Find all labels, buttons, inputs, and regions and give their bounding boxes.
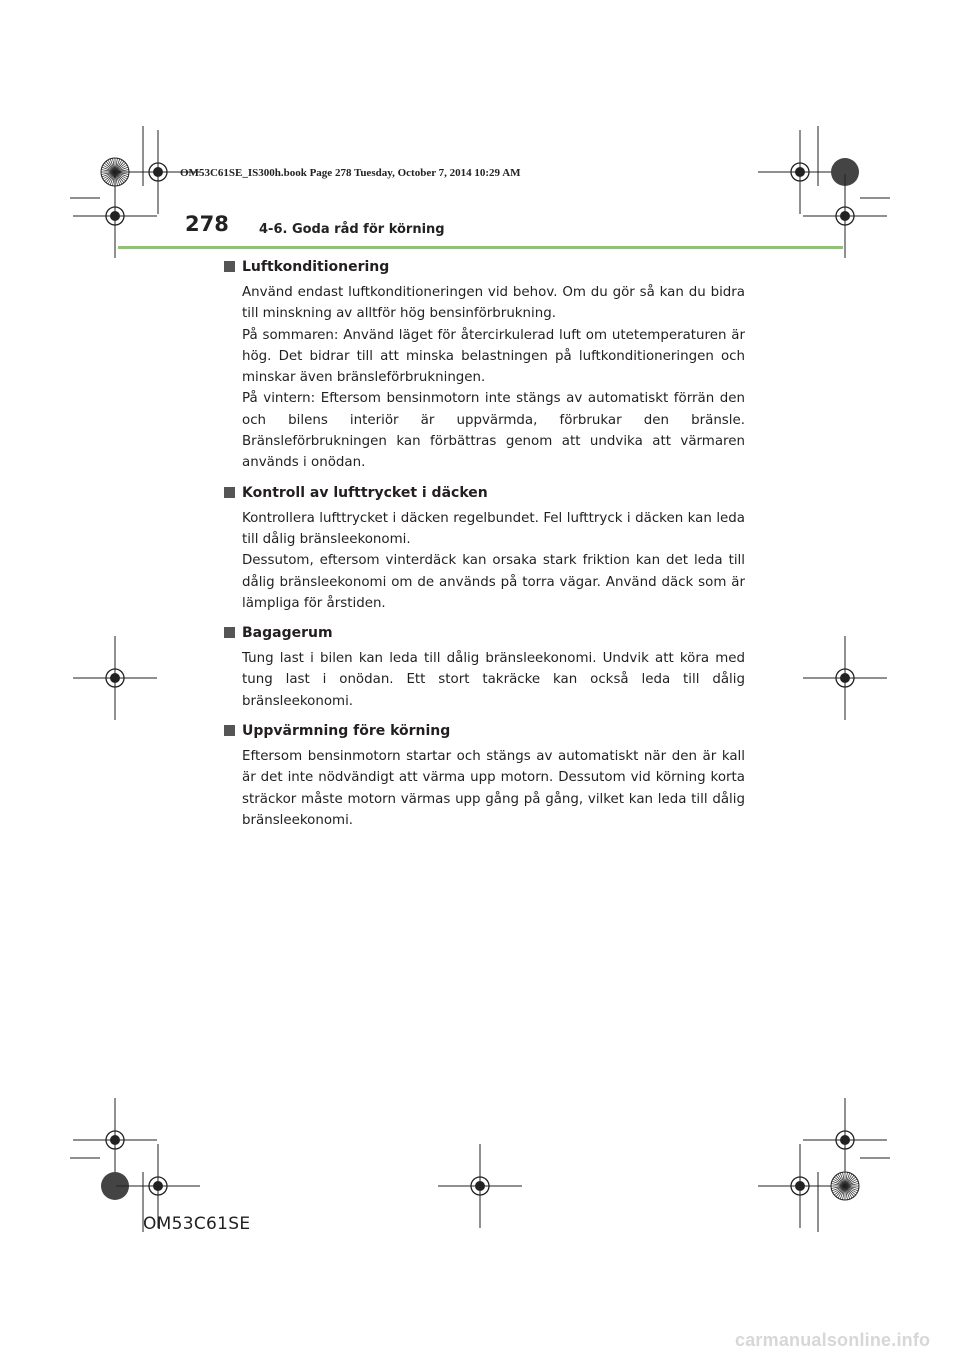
item-title-text: Uppvärmning före körning [242, 723, 451, 740]
item-title-text: Kontroll av lufttrycket i däcken [242, 484, 488, 501]
registration-mark-icon [73, 636, 157, 720]
item-title-text: Luftkonditionering [242, 259, 390, 275]
registration-mark-icon [758, 1144, 842, 1228]
registration-mark-icon [803, 1098, 887, 1182]
paragraph: Använd endast luftkonditioneringen vid behov. Om du gör så kan du bidra till minskning av alltför hög bensinförbrukning. [242, 285, 745, 322]
item-tire-pressure [224, 483, 745, 614]
item-body [242, 648, 745, 712]
registration-mark-icon [803, 636, 887, 720]
item-body [242, 508, 745, 614]
paragraph: På vintern: Eftersom bensinmotorn inte stängs av automatiskt förrän den och bilens interiör är uppvärmda, förbrukar den bränsle. Bränsleförbrukningen kan förbättras genom att undvika att värmaren används i onödan. [242, 391, 745, 471]
item-body [242, 282, 745, 474]
document-code: OM53C61SE [143, 1214, 251, 1234]
paragraph: Kontrollera lufttrycket i däcken regelbundet. Fel lufttryck i däcken kan leda till dålig bränsleekonomi. [242, 510, 745, 547]
registration-mark-icon [438, 1144, 522, 1228]
paragraph: Tung last i bilen kan leda till dålig bränsleekonomi. Undvik att köra med tung last i onödan. Ett stort takräcke kan också leda till dålig bränsleekonomi. [242, 651, 745, 709]
item-title [224, 721, 745, 741]
paragraph: Dessutom, eftersom vinterdäck kan orsaka stark friktion kan det leda till dålig bränsleekonomi om de används på torra vägar. Använd däck som är lämpliga för årstiden. [242, 553, 745, 611]
print-header: OM53C61SE_IS300h.book Page 278 Tuesday, October 7, 2014 10:29 AM [180, 167, 521, 179]
item-luggage [224, 623, 745, 712]
item-title [224, 623, 745, 643]
content [224, 257, 745, 840]
registration-mark-icon [758, 130, 842, 214]
square-bullet-icon [224, 487, 235, 498]
square-bullet-icon [224, 627, 235, 638]
square-bullet-icon [224, 725, 235, 736]
item-title [224, 257, 745, 277]
header-rule [118, 246, 843, 249]
item-body [242, 746, 745, 831]
registration-mark-icon [73, 1098, 157, 1182]
page-number: 278 [185, 212, 229, 236]
item-title-text: Bagagerum [242, 625, 333, 642]
paragraph: På sommaren: Använd läget för återcirkulerad luft om utetemperaturen är hög. Det bidrar till att minska belastningen på luftkonditioneringen och minskar även bränsleförbrukningen. [242, 327, 745, 386]
item-title [224, 483, 745, 503]
starburst-mark-icon [831, 1172, 859, 1200]
section-title: 4-6. Goda råd för körning [259, 222, 445, 237]
site-watermark: carmanualsonline.info [735, 1330, 931, 1350]
item-air-conditioning [224, 257, 745, 474]
item-warm-up [224, 721, 745, 831]
paragraph: Eftersom bensinmotorn startar och stängs av automatiskt när den är kall är det inte nödvändigt att värma upp motorn. Dessutom vid körning korta sträckor måste motorn värmas upp gång på gång, vilket kan leda till dålig bränsleekonomi. [242, 749, 745, 828]
square-bullet-icon [224, 261, 235, 272]
